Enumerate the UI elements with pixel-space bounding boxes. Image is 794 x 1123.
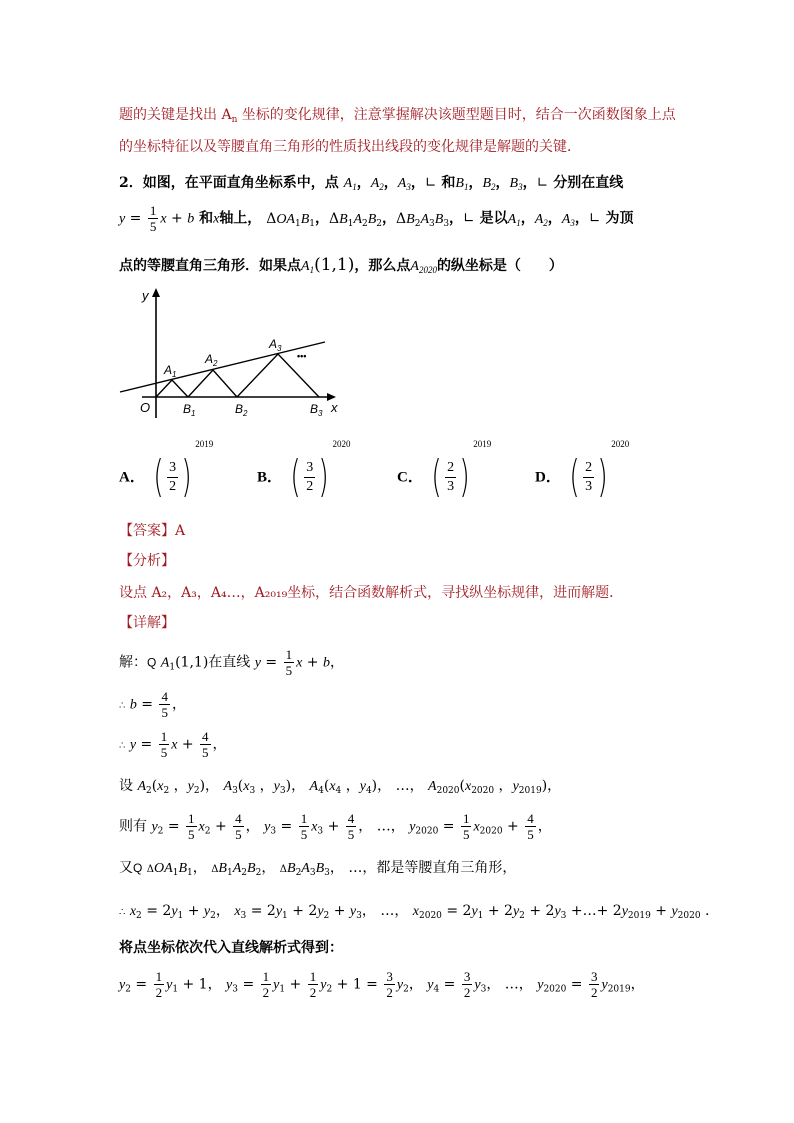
option-c-letter: C． bbox=[397, 469, 423, 486]
option-b-exponent: 2020 bbox=[332, 439, 351, 449]
option-a-letter: A． bbox=[119, 469, 145, 486]
intro-line-1 bbox=[119, 104, 676, 125]
option-a-exponent: 2019 bbox=[195, 439, 214, 449]
question-number: 2． bbox=[119, 175, 143, 191]
analysis-text: 设点 A₂，A₃，A₄…，A₂₀₁₉坐标，结合函数解析式，寻找纵坐标规律，进而解题． bbox=[119, 585, 624, 601]
label-b1: $B_1$ bbox=[183, 402, 196, 418]
option-d-letter: D． bbox=[535, 469, 561, 486]
intro-text-c: 的坐标特征以及等腰直角三角形的性质找出线段的变化规律是解题的关键． bbox=[119, 139, 581, 155]
detail-line-3: ∴ y = $\frac{1}{5}$ x + $\frac{4}{5}$ ， bbox=[119, 729, 227, 760]
option-a[interactable]: A． ( $\frac{3}{2}$ )$^{2019}$ bbox=[119, 439, 214, 502]
origin-label: O bbox=[140, 400, 151, 415]
label-b3: $B_3$ bbox=[310, 402, 323, 418]
x-axis-label: x bbox=[331, 400, 338, 415]
option-c[interactable]: C． ( $\frac{2}{3}$ )$^{2019}$ bbox=[397, 439, 492, 502]
detail-line-2: ∴ b = $\frac{4}{5}$ ， bbox=[119, 689, 186, 720]
question-text-1: 如图，在平面直角坐标系中，点 bbox=[142, 175, 339, 191]
detail-label: 【详解】 bbox=[119, 615, 175, 631]
detail-line-1: 解：Q $A_1(1,1)$在直线 y = $\frac{1}{5}$ x + b， bbox=[119, 647, 344, 678]
label-a1: $A_1$ bbox=[164, 363, 177, 379]
detail-line-6: 又Q $\Delta OA_1B_1$， $\Delta B_1A_2B_2$， $\Delta B_2A_3B_3$， …，都是等腰直角三角形， bbox=[119, 860, 517, 878]
y-arrow-icon bbox=[152, 288, 160, 297]
label-a3: $A_3$ bbox=[269, 337, 282, 353]
continuation-dots: ••• bbox=[297, 351, 307, 361]
analysis-label: 【分析】 bbox=[119, 553, 175, 569]
graph-line bbox=[120, 342, 325, 392]
y-axis-label: y bbox=[142, 288, 149, 303]
question-line-1: 2．如图，在平面直角坐标系中，点 $A_1$，$A_2$，$A_3$，∟ 和$B_1$，$B_2$，$B_3$，∟ 分别在直线 bbox=[119, 175, 624, 192]
answer-value: A bbox=[175, 523, 186, 539]
label-a2: $A_2$ bbox=[205, 352, 218, 368]
coordinate-figure bbox=[112, 282, 352, 422]
answer-line bbox=[119, 520, 185, 540]
detail-line-8: 将点坐标依次代入直线解析式得到： bbox=[119, 940, 343, 956]
detail-line-5: 则有 $y_2$ = $\frac{1}{5}$ $x_2$ + $\frac{4}{5}$ ， $y_3$ = $\frac{1}{5}$ $x_3$ + $\frac{4}{5}$ ， …， $y_{2020}$ = $\frac{1}{5}$ $x_{2020}$ + $\frac{4}{5}$ ， bbox=[119, 811, 552, 842]
answer-label: 【答案】 bbox=[119, 523, 175, 539]
intro-text-a: 题的关键是找出 A bbox=[119, 107, 232, 123]
option-d-exponent: 2020 bbox=[611, 439, 630, 449]
label-b2: $B_2$ bbox=[235, 402, 248, 418]
intro-line-2 bbox=[119, 136, 581, 156]
option-d[interactable]: D． ( $\frac{2}{3}$ )$^{2020}$ bbox=[535, 439, 630, 502]
question-line-2: y = $\frac{1}{5}$ x + b 和x轴上， $\Delta OA_1B_1$，$\Delta B_1A_2B_2$，$\Delta B_2A_3B_3$，∟ 是以$A_1$，$A_2$，$A_3$，∟ 为顶 bbox=[119, 203, 634, 234]
detail-line-4: 设 $A_2(x_2$ ，$y_2$)， $A_3(x_3$ ，$y_3$)， $A_4(x_4$ ，$y_4$)， …， $A_{2020}(x_{2020}$ ，$y_{2019}$)， bbox=[119, 778, 562, 796]
option-c-exponent: 2019 bbox=[473, 439, 492, 449]
option-b[interactable]: B． ( $\frac{3}{2}$ )$^{2020}$ bbox=[257, 439, 351, 502]
option-b-letter: B． bbox=[257, 469, 283, 486]
detail-line-7: ∴ $x_2 = 2y_1 + y_2$， $x_3 = 2y_1 + 2y_2 + y_3$， …， $x_{2020} = 2y_1 + 2y_2 + 2y_3$ +…+ $2y_{2019} + y_{2020}$ . bbox=[119, 903, 710, 921]
question-line-3: 点的等腰直角三角形．如果点$A_1(1,1)$，那么点$A_{2020}$的纵坐标是（ ） bbox=[119, 255, 563, 275]
intro-subscript: n bbox=[231, 115, 238, 125]
intro-text-b: 坐标的变化规律，注意掌握解决该题型题目时，结合一次函数图象上点 bbox=[237, 107, 676, 123]
detail-line-9: $y_2$ = $\frac{1}{2}$ $y_1 + 1$， $y_3$ = $\frac{1}{2}$ $y_1$ + $\frac{1}{2}$ $y_2 + 1$ = $\frac{3}{2}$ $y_2$， $y_4$ = $\frac{3}{2}$ $y_3$， …， $y_{2020}$ = $\frac{3}{2}$ $y_{2019}$， bbox=[119, 969, 645, 1000]
